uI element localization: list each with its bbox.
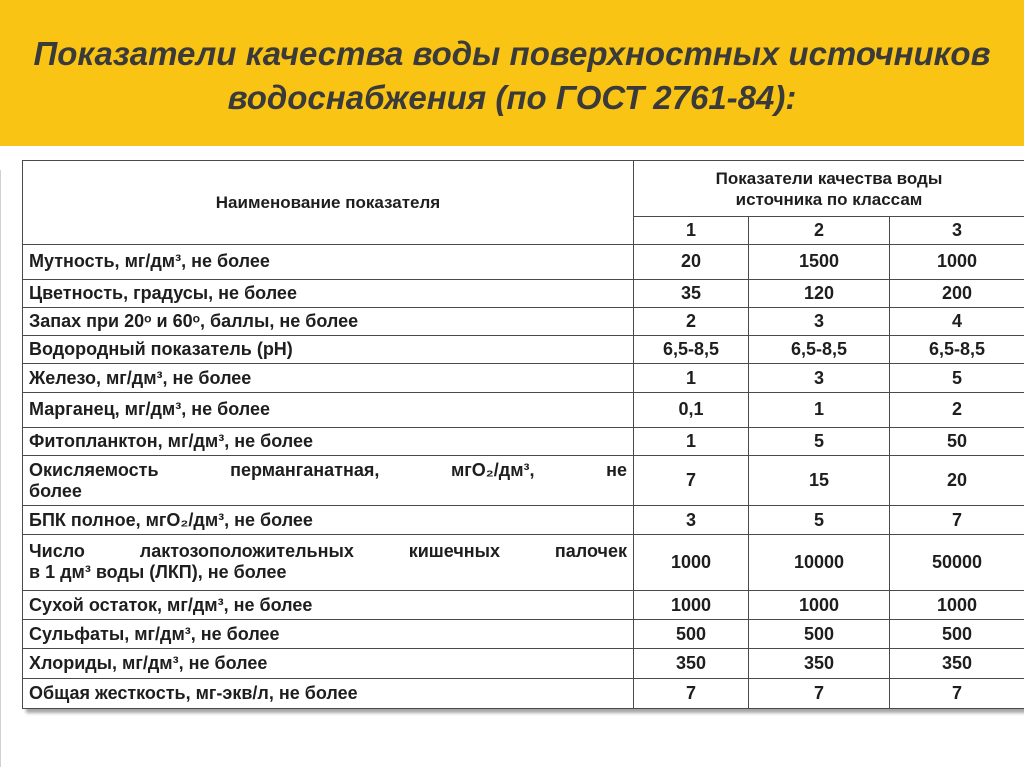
row-name: Железо, мг/дм³, не более: [23, 364, 634, 392]
row-name: [23, 456, 634, 506]
row-class-1-value: 6,5-8,5: [634, 336, 749, 364]
row-name-line-1: Число лактозоположительных кишечных палочек: [29, 541, 627, 562]
row-class-3-value: 1000: [890, 591, 1024, 620]
row-name: Запах при 20ᵒ и 60ᵒ, баллы, не более: [23, 308, 634, 336]
left-divider: [0, 170, 15, 767]
table-row: [23, 591, 1024, 620]
row-name: [23, 534, 634, 590]
quality-table: [22, 160, 1024, 709]
row-class-1-value: 1000: [634, 591, 749, 620]
table-row: [23, 392, 1024, 427]
table-row: [23, 534, 1024, 590]
row-class-1-value: 7: [634, 678, 749, 708]
row-name-line-2: в 1 дм³ воды (ЛКП), не более: [29, 562, 287, 583]
row-class-3-value: 6,5-8,5: [890, 336, 1024, 364]
row-name: Цветность, градусы, не более: [23, 279, 634, 307]
row-class-2-value: 15: [749, 456, 890, 506]
row-class-1-value: 1000: [634, 534, 749, 590]
row-class-2-value: 500: [749, 620, 890, 649]
row-class-1-value: 7: [634, 456, 749, 506]
table-row: [23, 427, 1024, 455]
row-class-3-value: 7: [890, 506, 1024, 534]
table-row: [23, 279, 1024, 307]
table-row: [23, 506, 1024, 534]
table-row: [23, 678, 1024, 708]
row-class-2-value: 3: [749, 364, 890, 392]
row-class-1-value: 500: [634, 620, 749, 649]
row-name: Мутность, мг/дм³, не более: [23, 244, 634, 279]
table-row: [23, 364, 1024, 392]
header-class-group: [634, 161, 1024, 217]
row-class-3-value: 50: [890, 427, 1024, 455]
row-class-1-value: 1: [634, 364, 749, 392]
row-class-2-value: 1: [749, 392, 890, 427]
row-class-3-value: 2: [890, 392, 1024, 427]
row-class-1-value: 3: [634, 506, 749, 534]
row-class-1-value: 2: [634, 308, 749, 336]
table-row: [23, 244, 1024, 279]
row-class-3-value: 5: [890, 364, 1024, 392]
header-class-2: 2: [749, 217, 890, 244]
page-title-line-2: водоснабжения (по ГОСТ 2761-84):: [227, 79, 797, 116]
table-row: [23, 456, 1024, 506]
page-title: [0, 32, 1024, 120]
row-class-2-value: 5: [749, 427, 890, 455]
row-class-2-value: 10000: [749, 534, 890, 590]
row-name: БПК полное, мгО₂/дм³, не более: [23, 506, 634, 534]
header-class-1: 1: [634, 217, 749, 244]
quality-table-wrapper: [22, 160, 1024, 709]
header-class-group-line-2: источника по классам: [735, 189, 923, 209]
table-row: [23, 620, 1024, 649]
row-class-1-value: 1: [634, 427, 749, 455]
header-class-3: 3: [890, 217, 1024, 244]
row-class-3-value: 50000: [890, 534, 1024, 590]
row-class-2-value: 1500: [749, 244, 890, 279]
row-name: Сульфаты, мг/дм³, не более: [23, 620, 634, 649]
row-class-3-value: 7: [890, 678, 1024, 708]
row-class-2-value: 350: [749, 649, 890, 678]
row-class-3-value: 200: [890, 279, 1024, 307]
page-title-line-1: Показатели качества воды поверхностных источников: [33, 35, 991, 72]
row-name: Хлориды, мг/дм³, не более: [23, 649, 634, 678]
table-row: [23, 308, 1024, 336]
row-class-3-value: 1000: [890, 244, 1024, 279]
row-name: Фитопланктон, мг/дм³, не более: [23, 427, 634, 455]
row-class-2-value: 1000: [749, 591, 890, 620]
row-class-2-value: 3: [749, 308, 890, 336]
row-class-3-value: 20: [890, 456, 1024, 506]
row-class-2-value: 120: [749, 279, 890, 307]
row-class-1-value: 0,1: [634, 392, 749, 427]
row-class-1-value: 35: [634, 279, 749, 307]
row-class-3-value: 4: [890, 308, 1024, 336]
row-class-3-value: 350: [890, 649, 1024, 678]
row-name: Марганец, мг/дм³, не более: [23, 392, 634, 427]
header-class-group-line-1: Показатели качества воды: [715, 168, 943, 188]
row-name-line-1: Окисляемость перманганатная, мгО₂/дм³, не: [29, 459, 627, 480]
row-class-2-value: 5: [749, 506, 890, 534]
row-class-1-value: 350: [634, 649, 749, 678]
row-class-2-value: 7: [749, 678, 890, 708]
row-class-3-value: 500: [890, 620, 1024, 649]
row-name-line-2: более: [29, 480, 82, 501]
row-name: Сухой остаток, мг/дм³, не более: [23, 591, 634, 620]
row-class-1-value: 20: [634, 244, 749, 279]
header-indicator-name: Наименование показателя: [23, 161, 634, 245]
table-row: [23, 649, 1024, 678]
row-name: Водородный показатель (pH): [23, 336, 634, 364]
table-row: [23, 336, 1024, 364]
row-name: Общая жесткость, мг-экв/л, не более: [23, 678, 634, 708]
row-class-2-value: 6,5-8,5: [749, 336, 890, 364]
